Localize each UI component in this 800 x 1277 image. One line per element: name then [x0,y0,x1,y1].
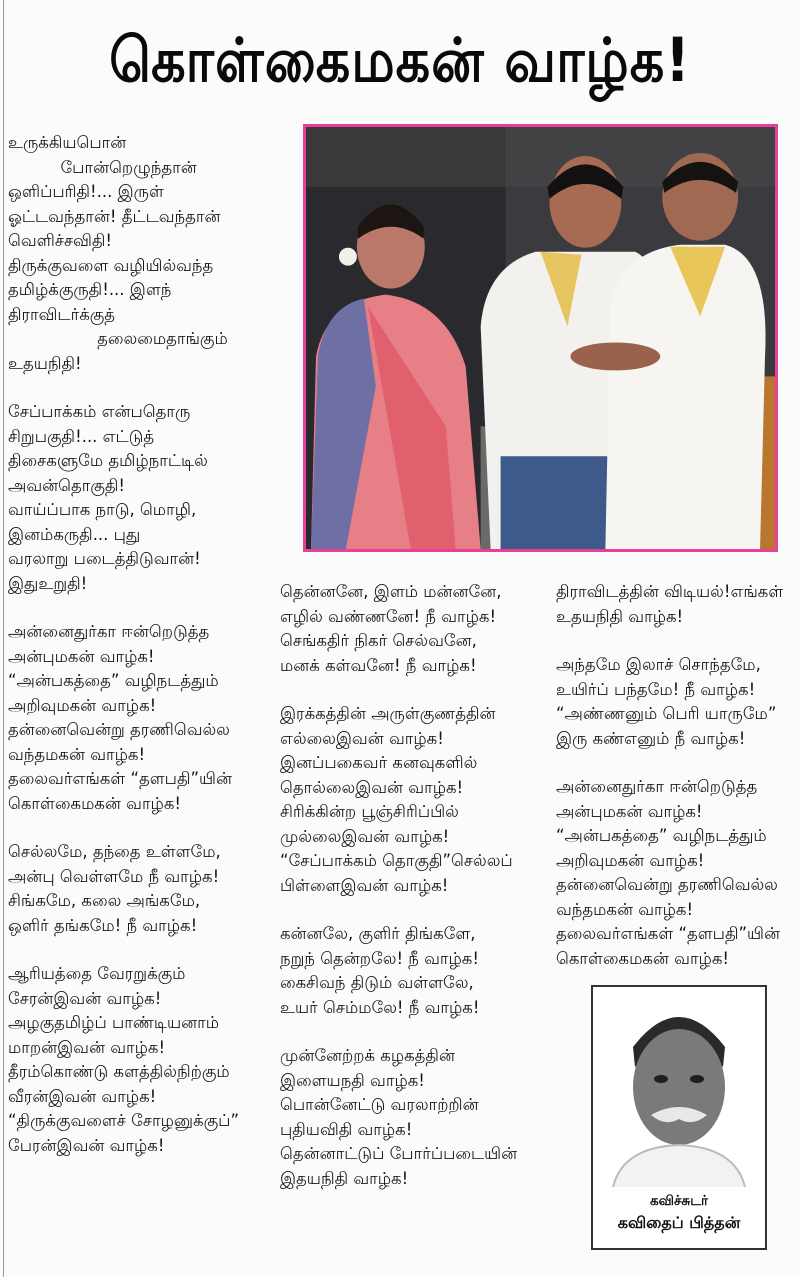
poem-line: முன்னேற்றக் கழகத்தின் [280,1046,455,1065]
poem-column-1 [8,131,288,1158]
news-photo-illustration [306,127,775,549]
poem-line: போன்றெழுந்தான் [8,157,197,177]
poem-line: செல்லமே, தந்தை உள்ளமே, [8,842,221,861]
poem-line: அந்தமே இலாச் சொந்தமே, [556,655,761,674]
poem-line: கொள்கைமகன் வாழ்க! [556,948,730,968]
poem-line: தென்னனே, இளம் மன்னனே, [280,582,502,601]
poem-line: தலைவர்எங்கள் “தளபதி”யின் [8,769,232,788]
poem-line: உயர் செம்மலே! நீ வாழ்க! [280,997,480,1017]
poem-line: வாய்ப்பாக நாடு, மொழி, [8,500,197,519]
poem-line: இதயநிதி வாழ்க! [280,1168,409,1188]
poem-line: வீரன்இவன் வாழ்க! [8,1086,157,1106]
stanza [8,620,288,816]
poem-line: நறுந் தென்றலே! நீ வாழ்க! [280,948,479,968]
poem-line: வந்தமகன் வாழ்க! [556,899,694,919]
stanza [8,840,288,938]
poem-line: உதயநிதி வாழ்க! [556,606,684,626]
stanza-gap [8,376,288,400]
poem-line: தன்னைவென்று தரணிவெல்ல [556,875,778,894]
poem-line: அறிவுமகன் வாழ்க! [556,850,705,870]
stanza [8,962,288,1158]
poem-line: வெளிச்சவிதி! [8,231,113,250]
author-photo [593,987,765,1187]
poem-line: புதியவிதி வாழ்க! [280,1119,413,1139]
poem-line: அறிவுமகன் வாழ்க! [8,695,157,715]
poem-line: பிள்ளைஇவன் வாழ்க! [280,875,449,895]
poem-line: இதுஉறுதி! [8,573,88,593]
stanza-gap [8,816,288,840]
poem-line: தீரம்கொண்டு களத்தில்நிற்கும் [8,1062,230,1081]
poem-line: அன்னைதுர்கா ஈன்றெடுத்த [8,622,210,641]
poem-line: அவன்தொகுதி! [8,475,126,495]
poem-line: முல்லைஇவன் வாழ்க! [280,826,450,846]
poem-line: அன்னைதுர்கா ஈன்றெடுத்த [556,777,758,796]
poem-line: இரு கண்எனும் நீ வாழ்க! [556,728,746,748]
poem-line: பேரன்இவன் வாழ்க! [8,1135,165,1155]
poem-line: கைசிவந் திடும் வள்ளலே, [280,973,474,992]
poem-line: பொன்னேட்டு வரலாற்றின் [280,1095,479,1114]
poem-line: உயிர்ப் பந்தமே! நீ வாழ்க! [556,679,756,699]
poem-line: தென்னாட்டுப் போர்ப்படையின் [280,1144,518,1163]
poem-line: அழகுதமிழ்ப் பாண்டியனாம் [8,1013,220,1032]
poem-line: சேரன்இவன் வாழ்க! [8,988,162,1008]
poem-line: ஒளிர் தங்கமே! நீ வாழ்க! [8,915,198,935]
poem-line: தொல்லைஇவன் வாழ்க! [280,777,464,797]
poem-line: திருக்குவளை வழியில்வந்த [8,255,214,275]
stanza [8,400,288,596]
poem-line: தலைவர்எங்கள் “தளபதி”யின் [556,924,780,943]
poem-line: மாறன்இவன் வாழ்க! [8,1037,166,1057]
poem-line: “அண்ணனும் பெரி யாருமே” [556,704,777,723]
poem-line: மனக் கள்வனே! நீ வாழ்க! [280,655,477,675]
author-name: கவிதைப் பித்தன் [617,1213,741,1232]
stanza [8,131,288,376]
poem-line: சிங்கமே, கலை அங்கமே, [8,891,201,910]
poem-line: தலைமைதாங்கும் [8,329,228,348]
poem-column-3 [556,580,796,971]
stanza [280,580,550,678]
poem-line: இனப்பகைவர் கனவுகளில் [280,753,478,772]
poem-line: திசைகளுமே தமிழ்நாட்டில் [8,451,208,470]
stanza [280,702,550,898]
poem-line: “சேப்பாக்கம் தொகுதி”செல்லப் [280,851,513,870]
headline: கொள்கைமகன் வாழ்க! [109,25,691,96]
poem-line: “அன்பகத்தை” வழிநடத்தும் [8,671,219,690]
poem-line: எழில் வண்ணனே! நீ வாழ்க! [280,606,497,626]
stanza-gap [556,629,796,653]
news-photo [303,124,778,552]
poem-line: எல்லைஇவன் வாழ்க! [280,728,444,748]
stanza-gap [8,938,288,962]
poem-line: ஆரியத்தை வேரறுக்கும் [8,964,186,983]
poem-line: சிறுபகுதி!... எட்டுத் [8,426,155,446]
stanza-gap [556,751,796,775]
poem-line: இனம்கருதி... புது [8,524,141,544]
poem-line: கன்னலே, குளிர் திங்களே, [280,924,476,943]
poem-line: திராவிடத்தின் விடியல்!எங்கள் [556,582,784,601]
poem-line: கொள்கைமகன் வாழ்க! [8,793,182,813]
poem-line: ஒளிப்பரிதி!... இருள் [8,182,164,201]
author-portrait-box [591,985,767,1250]
poem-line: உருக்கியபொன் [8,133,127,152]
stanza [280,922,550,1020]
poem-line: “திருக்குவளைச் சோழனுக்குப்” [8,1111,239,1130]
stanza [556,775,796,971]
page-edge-rule [3,0,4,1277]
poem-line: இளையநதி வாழ்க! [280,1070,425,1090]
poem-line: வரலாறு படைத்திடுவான்! [8,549,201,568]
poem-line: சிரிக்கின்ற பூஞ்சிரிப்பில் [280,802,459,821]
poem-line: ஓட்டவந்தான்! தீட்டவந்தான் [8,206,221,226]
stanza-gap [280,1020,550,1044]
stanza [556,580,796,629]
poem-column-2 [280,580,550,1191]
poem-line: தன்னைவென்று தரணிவெல்ல [8,720,230,739]
stanza-gap [280,678,550,702]
poem-line: அன்பு வெள்ளமே நீ வாழ்க! [8,866,220,886]
author-honorific: கவிச்சுடர் [649,1193,709,1209]
poem-line: அன்புமகன் வாழ்க! [8,646,155,666]
stanza [280,1044,550,1191]
stanza-gap [8,596,288,620]
poem-line: அன்புமகன் வாழ்க! [556,801,703,821]
poem-line: வந்தமகன் வாழ்க! [8,744,146,764]
stanza [556,653,796,751]
poem-line: சேப்பாக்கம் என்பதொரு [8,402,191,421]
poem-line: இரக்கத்தின் அருள்குணத்தின் [280,704,496,723]
poem-line: செங்கதிர் நிகர் செல்வனே, [280,631,477,650]
poem-line: தமிழ்க்குருதி!... இளந் [8,280,172,299]
poem-line: திராவிடர்க்குத் [8,304,116,324]
poem-line: உதயநிதி! [8,353,82,373]
poem-line: “அன்பகத்தை” வழிநடத்தும் [556,826,767,845]
stanza-gap [280,898,550,922]
